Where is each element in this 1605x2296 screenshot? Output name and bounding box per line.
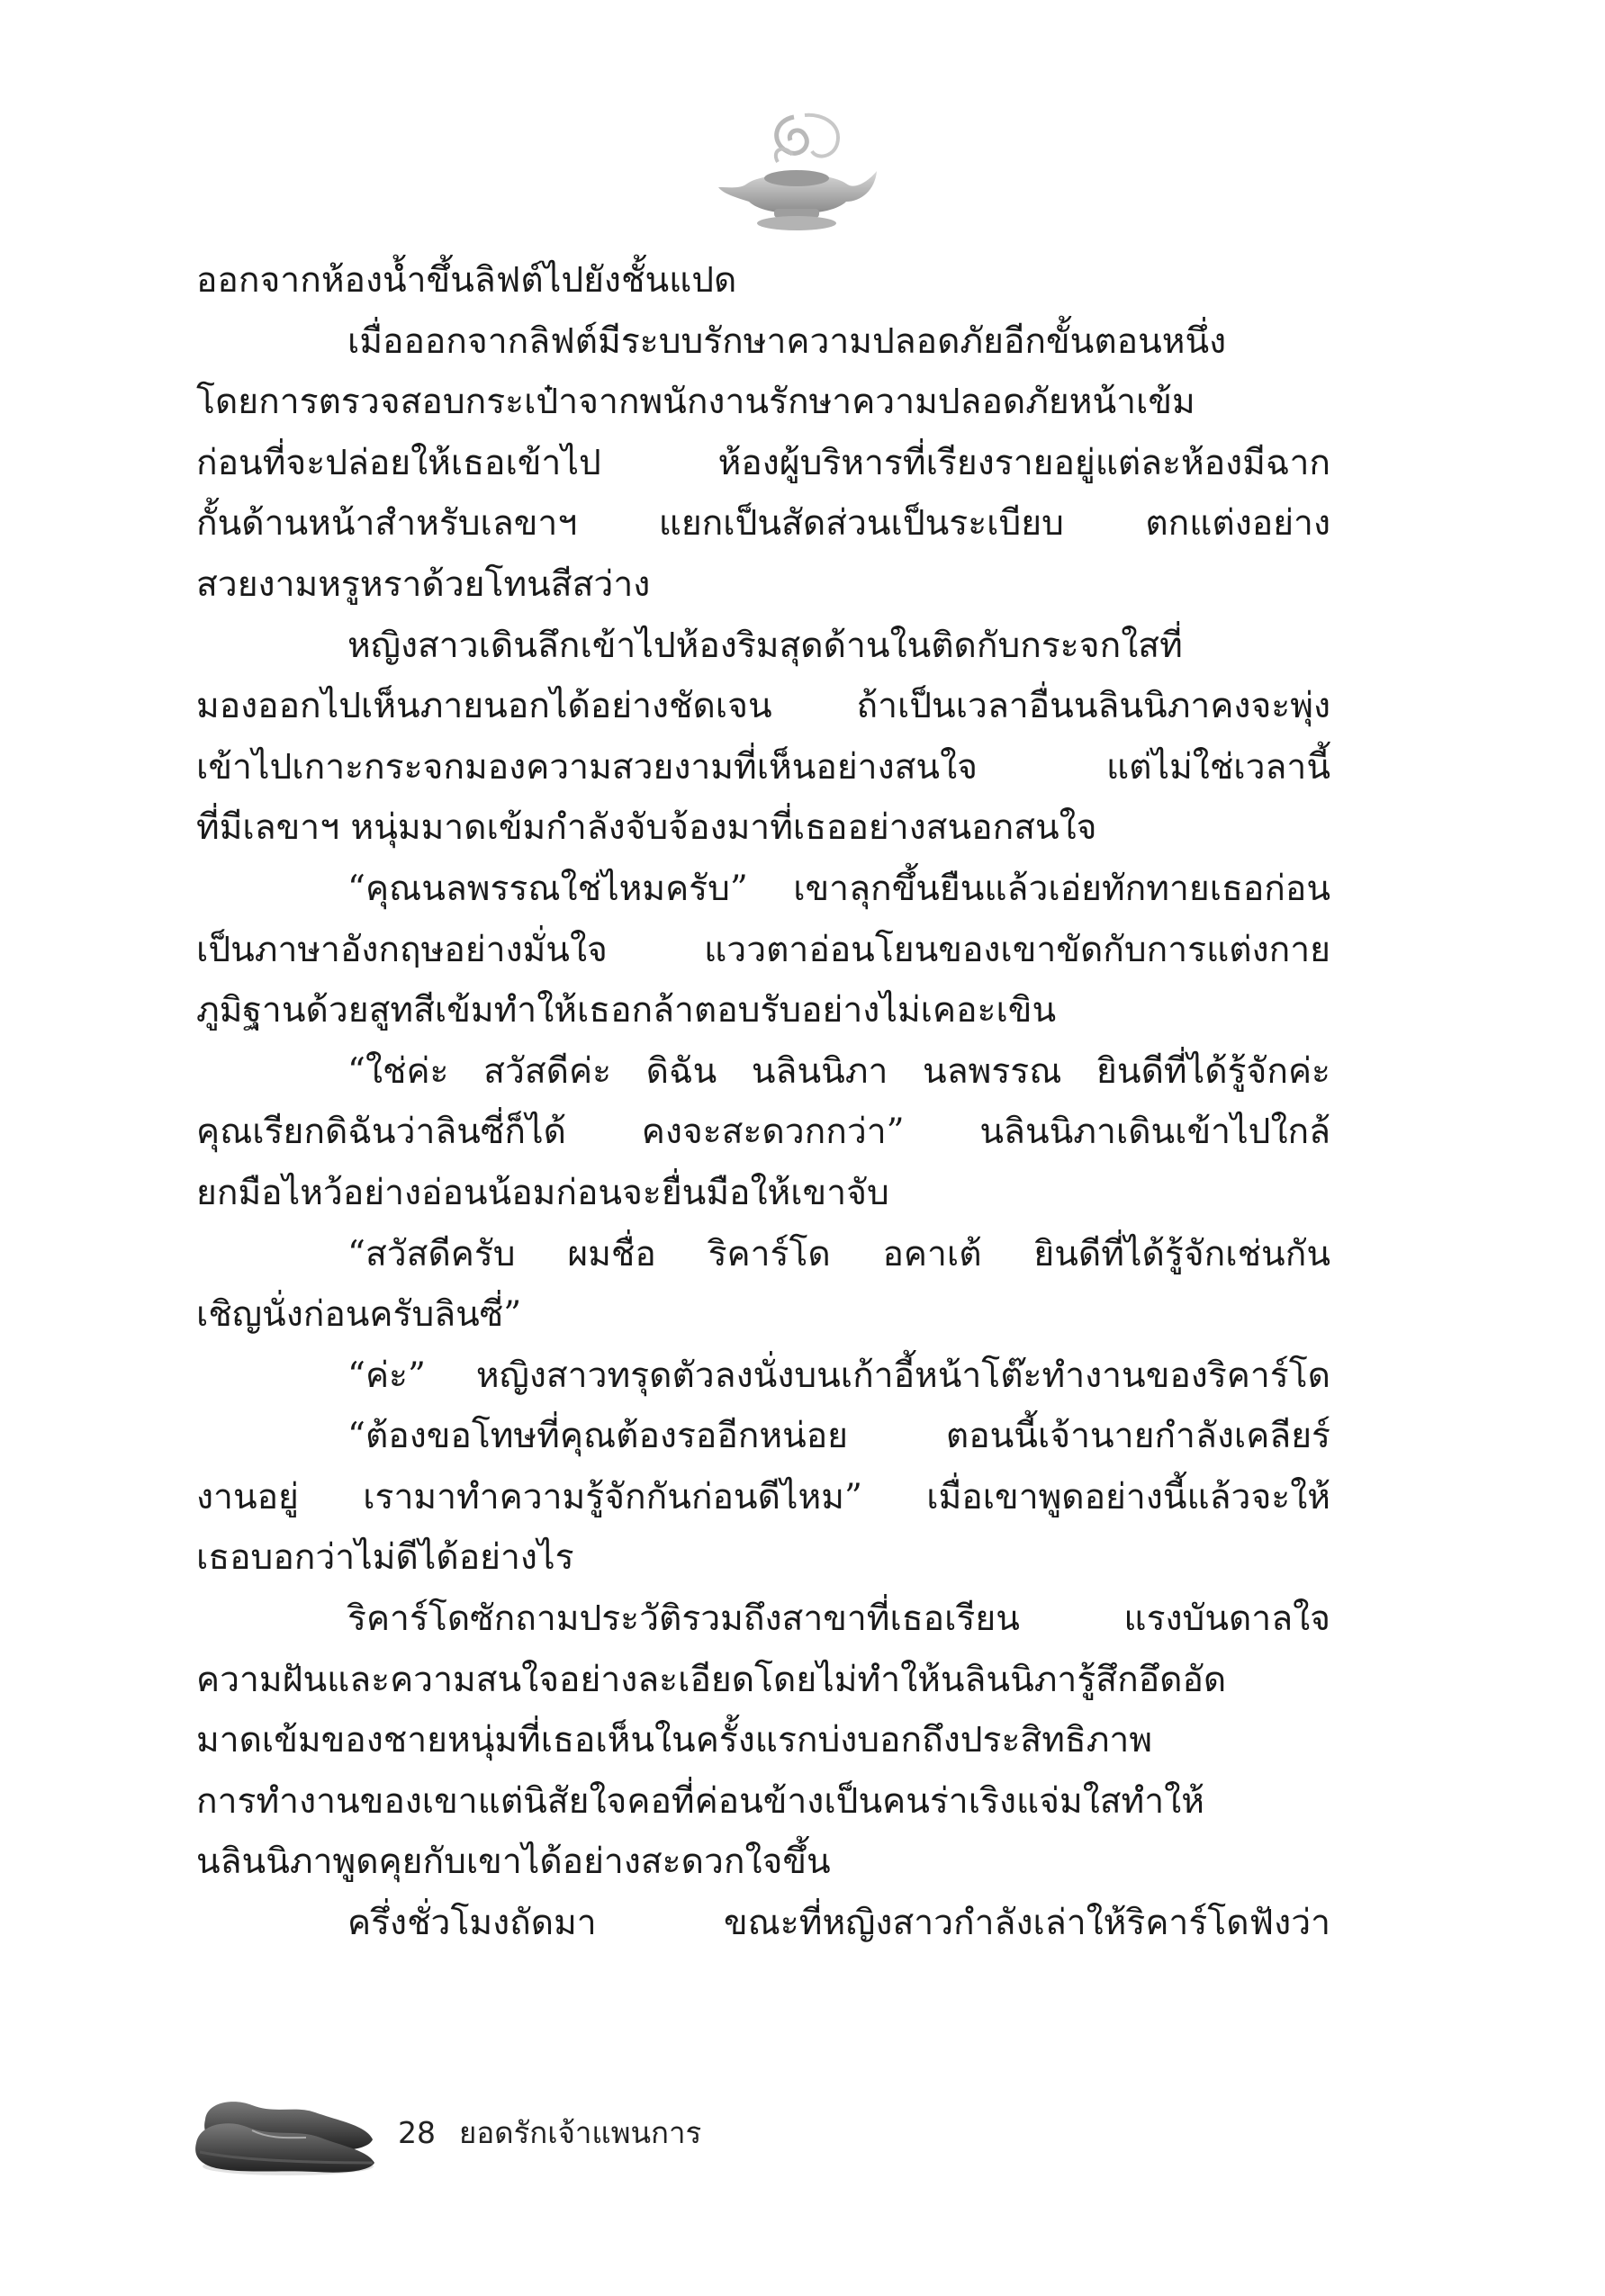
text-line: “ค่ะ” หญิงสาวทรุดตัวลงนั่งบนเก้าอี้หน้าโต๊ะทำงานของริคาร์โด	[347, 1355, 1330, 1396]
text-line: เชิญนั่งก่อนครับลินซี่”	[196, 1294, 522, 1336]
text-line: “คุณนลพรรณใช่ไหมครับ” เขาลุกขึ้นยืนแล้วเอ่ยทักทายเธอก่อน	[347, 868, 1330, 909]
footer-caption	[398, 2109, 725, 2156]
text-line: ที่มีเลขาฯ หนุ่มมาดเข้มกำลังจับจ้องมาที่เธออย่างสนอกสนใจ	[196, 807, 1097, 849]
text-line: ยกมือไหว้อย่างอ่อนน้อมก่อนจะยื่นมือให้เขาจับ	[196, 1172, 889, 1213]
text-line: โดยการตรวจสอบกระเป๋าจากพนักงานรักษาความปลอดภัยหน้าเข้ม	[196, 382, 1195, 423]
genie-lamp-icon	[711, 108, 882, 234]
text-line: ออกจากห้องน้ำขึ้นลิฟต์ไปยังชั้นแปด	[196, 260, 737, 301]
text-line: ความฝันและความสนใจอย่างละเอียดโดยไม่ทำให้นลินนิภารู้สึกอึดอัด	[196, 1659, 1227, 1700]
book-title: ยอดรักเจ้าแพนการ	[459, 2115, 702, 2150]
text-line: มาดเข้มของชายหนุ่มที่เธอเห็นในครั้งแรกบ่งบอกถึงประสิทธิภาพ	[196, 1720, 1153, 1761]
text-line: คุณเรียกดิฉันว่าลินซี่ก็ได้ คงจะสะดวกกว่า” นลินนิภาเดินเข้าไปใกล้	[196, 1112, 1330, 1153]
text-line: มองออกไปเห็นภายนอกได้อย่างชัดเจน ถ้าเป็นเวลาอื่นนลินนิภาคงจะพุ่ง	[196, 686, 1330, 727]
text-line: เข้าไปเกาะกระจกมองความสวยงามที่เห็นอย่างสนใจ แต่ไม่ใช่เวลานี้	[196, 746, 1330, 788]
page-number: 28	[398, 2115, 436, 2150]
text-line: ครึ่งชั่วโมงถัดมา ขณะที่หญิงสาวกำลังเล่าให้ริคาร์โดฟังว่า	[347, 1903, 1330, 1944]
text-line: การทำงานของเขาแต่นิสัยใจคอที่ค่อนข้างเป็นคนร่าเริงแจ่มใสทำให้	[196, 1780, 1204, 1822]
text-line: เป็นภาษาอังกฤษอย่างมั่นใจ แววตาอ่อนโยนของเขาขัดกับการแต่งกาย	[196, 929, 1330, 970]
text-line: เมื่อออกจากลิฟต์มีระบบรักษาความปลอดภัยอีกขั้นตอนหนึ่ง	[347, 320, 1227, 362]
text-line: ก่อนที่จะปล่อยให้เธอเข้าไป ห้องผู้บริหารที่เรียงรายอยู่แต่ละห้องมีฉาก	[196, 442, 1330, 483]
body-text	[196, 250, 1330, 1954]
text-line: “ต้องขอโทษที่คุณต้องรออีกหน่อย ตอนนี้เจ้านายกำลังเคลียร์	[347, 1416, 1330, 1457]
text-line: “ใช่ค่ะ สวัสดีค่ะ ดิฉัน นลินนิภา นลพรรณ ยินดีที่ได้รู้จักค่ะ	[347, 1050, 1330, 1092]
text-line: เธอบอกว่าไม่ดีได้อย่างไร	[196, 1537, 574, 1579]
text-line: หญิงสาวเดินลึกเข้าไปห้องริมสุดด้านในติดกับกระจกใสที่	[347, 625, 1183, 666]
page-footer	[189, 2066, 819, 2183]
dress-shoes-icon	[189, 2066, 378, 2183]
text-line: กั้นด้านหน้าสำหรับเลขาฯ แยกเป็นสัดส่วนเป็นระเบียบ ตกแต่งอย่าง	[196, 503, 1330, 545]
text-line: สวยงามหรูหราด้วยโทนสีสว่าง	[196, 563, 651, 605]
text-line: ริคาร์โดซักถามประวัติรวมถึงสาขาที่เธอเรียน แรงบันดาลใจ	[347, 1598, 1330, 1640]
text-line: ภูมิฐานด้วยสูทสีเข้มทำให้เธอกล้าตอบรับอย่างไม่เคอะเขิน	[196, 990, 1057, 1031]
text-line: นลินนิภาพูดคุยกับเขาได้อย่างสะดวกใจขึ้น	[196, 1841, 831, 1883]
text-line: “สวัสดีครับ ผมชื่อ ริคาร์โด อคาเต้ ยินดีที่ได้รู้จักเช่นกัน	[347, 1233, 1330, 1274]
text-line: งานอยู่ เรามาทำความรู้จักกันก่อนดีไหม” เมื่อเขาพูดอย่างนี้แล้วจะให้	[196, 1476, 1330, 1517]
